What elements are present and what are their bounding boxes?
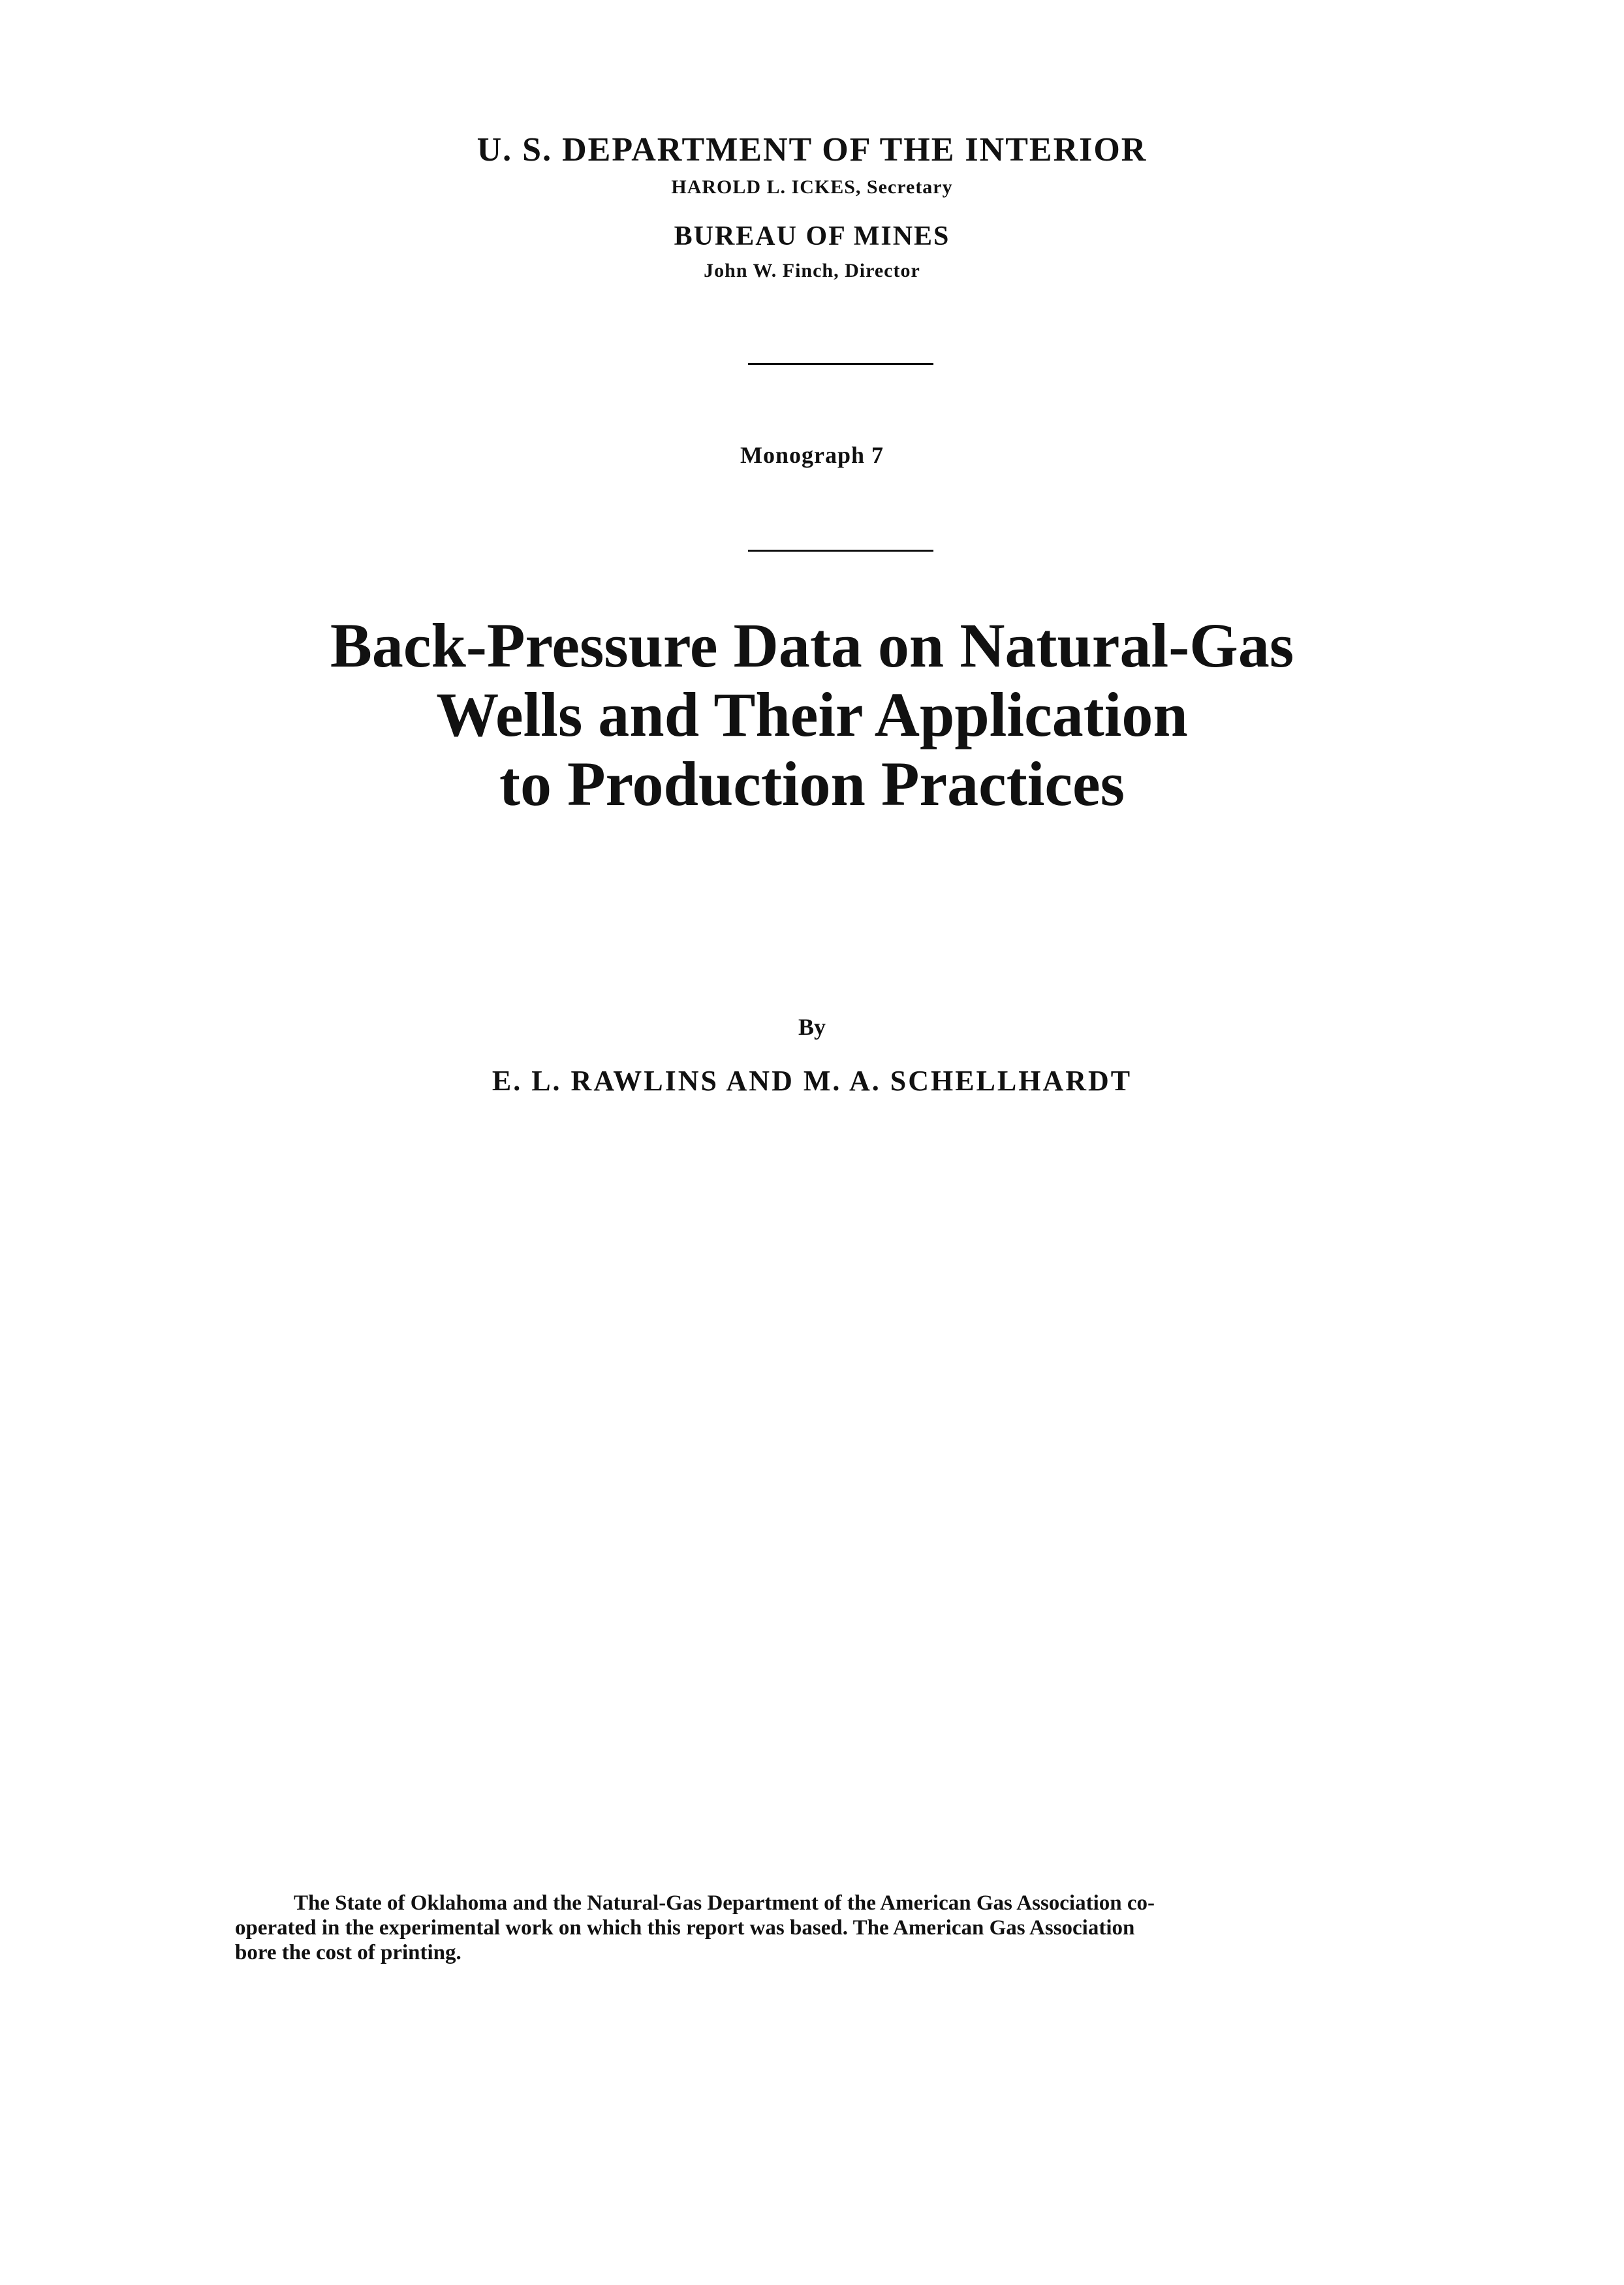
title-line-1: Back-Pressure Data on Natural-Gas (330, 610, 1294, 680)
footnote-line-1: The State of Oklahoma and the Natural-Gas Department of the American Gas Association co- (294, 1891, 1155, 1915)
director-line: John W. Finch, Director (704, 260, 920, 281)
divider-top (748, 363, 933, 365)
bureau-heading: BUREAU OF MINES (674, 221, 950, 251)
monograph-number: Monograph 7 (740, 442, 884, 468)
byline-label: By (798, 1014, 826, 1040)
footnote-line-2: operated in the experimental work on which this report was based. The American Gas Association (235, 1916, 1135, 1940)
title-line-2: Wells and Their Application (436, 680, 1188, 749)
footnote-line-3: bore the cost of printing. (235, 1941, 461, 1964)
document-title (0, 611, 1624, 819)
title-line-3: to Production Practices (499, 749, 1125, 819)
department-heading: U. S. DEPARTMENT OF THE INTERIOR (476, 131, 1148, 168)
divider-bottom (748, 550, 933, 552)
footnote (235, 1891, 1384, 1965)
secretary-line: HAROLD L. ICKES, Secretary (671, 176, 953, 198)
authors: E. L. RAWLINS AND M. A. SCHELLHARDT (492, 1065, 1132, 1097)
